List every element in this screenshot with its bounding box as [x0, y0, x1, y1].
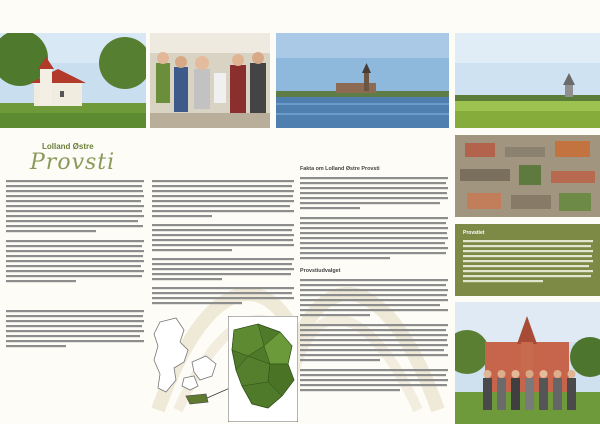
aerial-town-photo [455, 135, 600, 217]
group-church-photo [455, 302, 600, 424]
facts-heading: Fakta om Lolland Østre Provsti [300, 166, 380, 172]
council-heading: Provstiudvalget [300, 268, 341, 274]
field-church-photo [455, 33, 600, 128]
facts-text [300, 177, 448, 263]
provstiet-text [463, 240, 593, 290]
title-main: Provsti [30, 150, 116, 175]
body-text-column-2 [152, 180, 294, 310]
people-gathering-photo [150, 33, 270, 128]
harbour-town-photo [276, 33, 449, 128]
title-subtitle: Lolland Østre [42, 142, 94, 151]
provsti-map [228, 316, 298, 422]
provstiet-heading: Provstiet [463, 230, 485, 236]
provstiet-box [455, 224, 600, 296]
body-text-column-1 [6, 180, 144, 420]
church-photo [0, 33, 146, 128]
title-block [6, 140, 146, 175]
denmark-map [150, 316, 230, 421]
council-text [300, 279, 448, 419]
